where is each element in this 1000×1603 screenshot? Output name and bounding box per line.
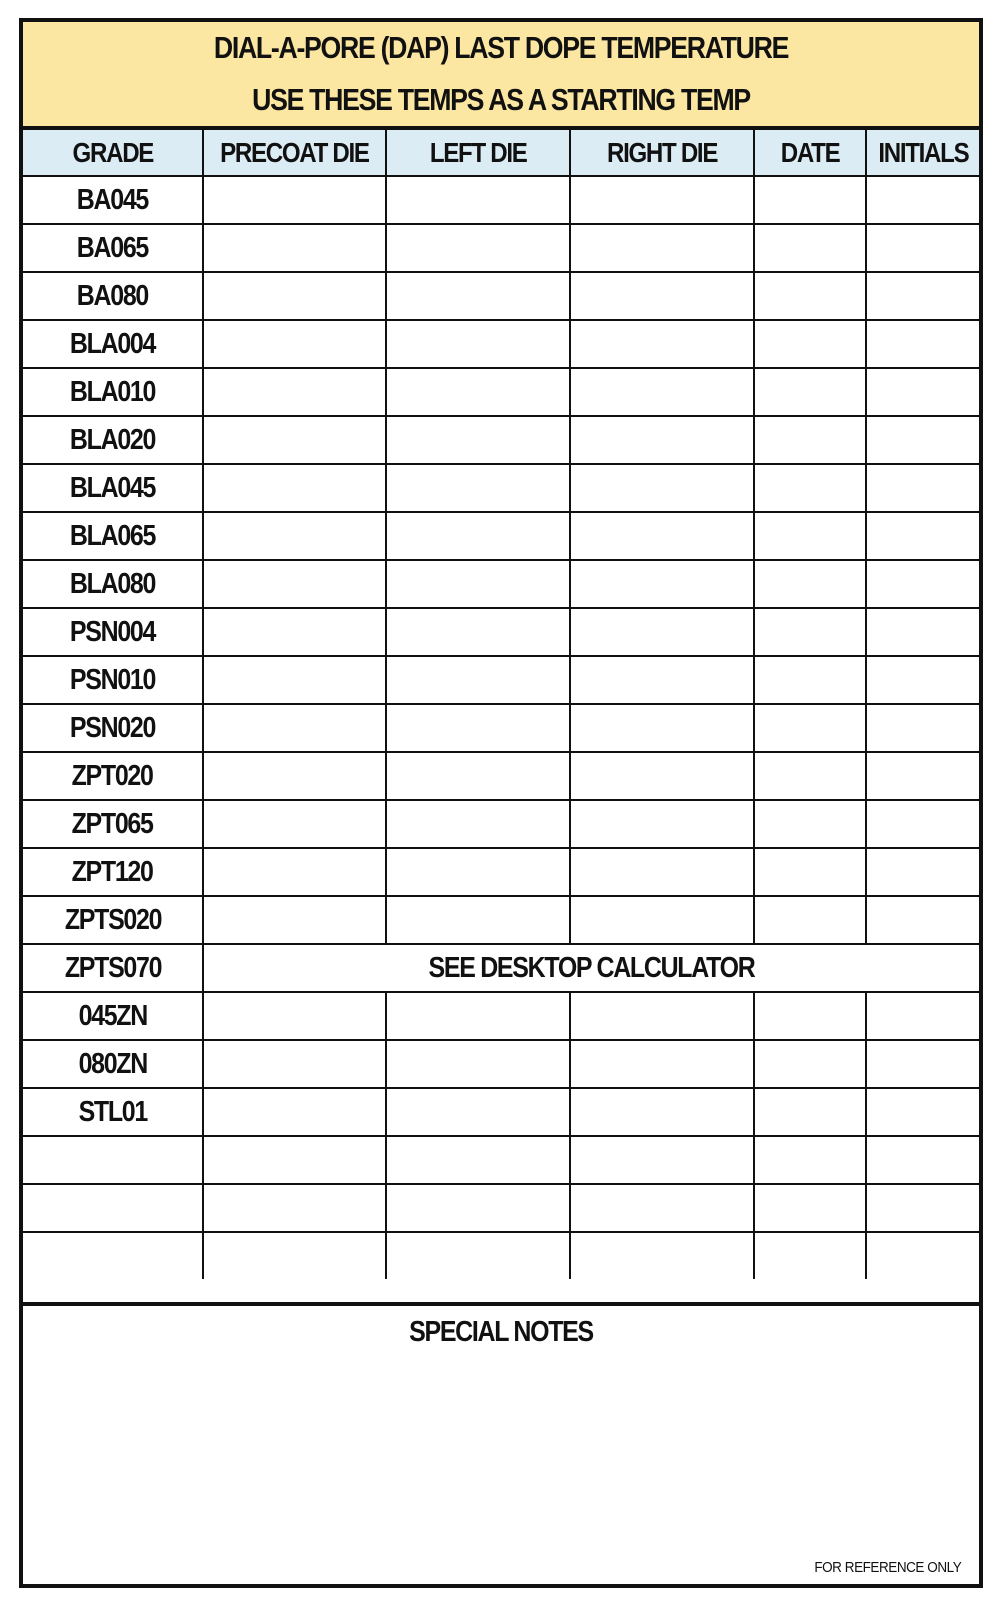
left-die-cell[interactable] bbox=[386, 560, 570, 608]
table-row bbox=[23, 416, 979, 464]
table-row bbox=[23, 512, 979, 560]
initials-cell[interactable] bbox=[866, 464, 979, 512]
grade-cell: ZPT120 bbox=[23, 848, 203, 896]
precoat-die-cell[interactable] bbox=[203, 1232, 386, 1279]
initials-cell[interactable] bbox=[866, 1040, 979, 1088]
left-die-cell[interactable] bbox=[386, 1088, 570, 1136]
right-die-cell[interactable] bbox=[570, 896, 754, 944]
precoat-die-cell[interactable] bbox=[203, 608, 386, 656]
grade-cell: BA045 bbox=[23, 176, 203, 224]
table-row bbox=[23, 272, 979, 320]
left-die-cell[interactable] bbox=[386, 656, 570, 704]
right-die-cell[interactable] bbox=[570, 800, 754, 848]
initials-cell[interactable] bbox=[866, 560, 979, 608]
initials-cell[interactable] bbox=[866, 224, 979, 272]
left-die-cell[interactable] bbox=[386, 368, 570, 416]
table-row bbox=[23, 176, 979, 224]
precoat-die-cell[interactable] bbox=[203, 464, 386, 512]
table-row bbox=[23, 704, 979, 752]
table-row bbox=[23, 1184, 979, 1232]
left-die-cell[interactable] bbox=[386, 800, 570, 848]
left-die-cell[interactable] bbox=[386, 1040, 570, 1088]
right-die-cell[interactable] bbox=[570, 1088, 754, 1136]
left-die-cell[interactable] bbox=[386, 1184, 570, 1232]
right-die-cell[interactable] bbox=[570, 368, 754, 416]
grade-cell: BLA065 bbox=[23, 512, 203, 560]
left-die-cell[interactable] bbox=[386, 896, 570, 944]
left-die-cell[interactable] bbox=[386, 272, 570, 320]
temperature-table bbox=[23, 130, 979, 1279]
precoat-die-cell[interactable] bbox=[203, 416, 386, 464]
right-die-cell[interactable] bbox=[570, 176, 754, 224]
grade-cell: ZPT020 bbox=[23, 752, 203, 800]
left-die-cell[interactable] bbox=[386, 464, 570, 512]
grade-cell: BA065 bbox=[23, 224, 203, 272]
initials-cell[interactable] bbox=[866, 656, 979, 704]
initials-cell[interactable] bbox=[866, 800, 979, 848]
grade-cell: ZPTS070 bbox=[23, 944, 203, 992]
left-die-cell[interactable] bbox=[386, 704, 570, 752]
initials-cell[interactable] bbox=[866, 848, 979, 896]
left-die-cell[interactable] bbox=[386, 224, 570, 272]
sheet-subtitle: USE THESE TEMPS AS A STARTING TEMP bbox=[252, 82, 750, 117]
grade-cell: PSN010 bbox=[23, 656, 203, 704]
grade-cell: BLA045 bbox=[23, 464, 203, 512]
initials-cell[interactable] bbox=[866, 320, 979, 368]
initials-cell[interactable] bbox=[866, 272, 979, 320]
initials-cell[interactable] bbox=[866, 752, 979, 800]
date-cell[interactable] bbox=[754, 368, 866, 416]
grade-cell bbox=[23, 1184, 203, 1232]
precoat-die-cell[interactable] bbox=[203, 272, 386, 320]
right-die-cell[interactable] bbox=[570, 560, 754, 608]
precoat-die-cell[interactable] bbox=[203, 560, 386, 608]
merged-note-cell: SEE DESKTOP CALCULATOR bbox=[203, 944, 979, 992]
table-row bbox=[23, 320, 979, 368]
left-die-cell[interactable] bbox=[386, 320, 570, 368]
right-die-cell[interactable] bbox=[570, 704, 754, 752]
initials-cell[interactable] bbox=[866, 368, 979, 416]
right-die-cell[interactable] bbox=[570, 224, 754, 272]
date-cell[interactable] bbox=[754, 608, 866, 656]
right-die-cell[interactable] bbox=[570, 1232, 754, 1279]
left-die-cell[interactable] bbox=[386, 992, 570, 1040]
precoat-die-cell[interactable] bbox=[203, 896, 386, 944]
grade-cell bbox=[23, 1232, 203, 1279]
initials-cell[interactable] bbox=[866, 992, 979, 1040]
column-header-right-die: RIGHT DIE bbox=[570, 130, 754, 176]
date-cell[interactable] bbox=[754, 560, 866, 608]
table-row bbox=[23, 464, 979, 512]
table-row bbox=[23, 848, 979, 896]
right-die-cell[interactable] bbox=[570, 416, 754, 464]
sheet-title: DIAL-A-PORE (DAP) LAST DOPE TEMPERATURE bbox=[213, 30, 789, 65]
right-die-cell[interactable] bbox=[570, 1184, 754, 1232]
grade-cell: BLA020 bbox=[23, 416, 203, 464]
grade-cell: PSN020 bbox=[23, 704, 203, 752]
left-die-cell[interactable] bbox=[386, 848, 570, 896]
precoat-die-cell[interactable] bbox=[203, 752, 386, 800]
date-cell[interactable] bbox=[754, 176, 866, 224]
table-row bbox=[23, 368, 979, 416]
right-die-cell[interactable] bbox=[570, 656, 754, 704]
precoat-die-cell[interactable] bbox=[203, 1088, 386, 1136]
column-header-left-die: LEFT DIE bbox=[386, 130, 570, 176]
precoat-die-cell[interactable] bbox=[203, 848, 386, 896]
left-die-cell[interactable] bbox=[386, 176, 570, 224]
date-cell[interactable] bbox=[754, 1232, 866, 1279]
special-notes-title: SPECIAL NOTES bbox=[409, 1316, 593, 1348]
right-die-cell[interactable] bbox=[570, 464, 754, 512]
initials-cell[interactable] bbox=[866, 704, 979, 752]
column-header-date: DATE bbox=[754, 130, 866, 176]
precoat-die-cell[interactable] bbox=[203, 704, 386, 752]
right-die-cell[interactable] bbox=[570, 848, 754, 896]
initials-cell[interactable] bbox=[866, 176, 979, 224]
precoat-die-cell[interactable] bbox=[203, 800, 386, 848]
right-die-cell[interactable] bbox=[570, 1040, 754, 1088]
initials-cell[interactable] bbox=[866, 416, 979, 464]
title-block bbox=[23, 22, 979, 130]
right-die-cell[interactable] bbox=[570, 512, 754, 560]
precoat-die-cell[interactable] bbox=[203, 656, 386, 704]
initials-cell[interactable] bbox=[866, 1184, 979, 1232]
precoat-die-cell[interactable] bbox=[203, 512, 386, 560]
date-cell[interactable] bbox=[754, 320, 866, 368]
reference-footer: FOR REFERENCE ONLY bbox=[814, 1559, 961, 1576]
table-row bbox=[23, 560, 979, 608]
temperature-log-sheet bbox=[19, 18, 983, 1588]
precoat-die-cell[interactable] bbox=[203, 1184, 386, 1232]
left-die-cell[interactable] bbox=[386, 1232, 570, 1279]
left-die-cell[interactable] bbox=[386, 512, 570, 560]
table-row bbox=[23, 1232, 979, 1279]
date-cell[interactable] bbox=[754, 704, 866, 752]
column-header-initials: INITIALS bbox=[866, 130, 979, 176]
date-cell[interactable] bbox=[754, 896, 866, 944]
grade-cell: ZPTS020 bbox=[23, 896, 203, 944]
date-cell[interactable] bbox=[754, 464, 866, 512]
right-die-cell[interactable] bbox=[570, 272, 754, 320]
grade-cell: BA080 bbox=[23, 272, 203, 320]
table-row bbox=[23, 800, 979, 848]
table-row bbox=[23, 656, 979, 704]
date-cell[interactable] bbox=[754, 656, 866, 704]
grade-cell: STL01 bbox=[23, 1088, 203, 1136]
right-die-cell[interactable] bbox=[570, 752, 754, 800]
date-cell[interactable] bbox=[754, 992, 866, 1040]
table-row bbox=[23, 992, 979, 1040]
date-cell[interactable] bbox=[754, 1088, 866, 1136]
left-die-cell[interactable] bbox=[386, 608, 570, 656]
left-die-cell[interactable] bbox=[386, 1136, 570, 1184]
date-cell[interactable] bbox=[754, 848, 866, 896]
table-row bbox=[23, 1088, 979, 1136]
table-row bbox=[23, 896, 979, 944]
table-row bbox=[23, 608, 979, 656]
header-row bbox=[23, 130, 979, 176]
right-die-cell[interactable] bbox=[570, 1136, 754, 1184]
date-cell[interactable] bbox=[754, 1184, 866, 1232]
right-die-cell[interactable] bbox=[570, 608, 754, 656]
date-cell[interactable] bbox=[754, 800, 866, 848]
grade-cell: PSN004 bbox=[23, 608, 203, 656]
right-die-cell[interactable] bbox=[570, 320, 754, 368]
grade-cell: ZPT065 bbox=[23, 800, 203, 848]
initials-cell[interactable] bbox=[866, 1088, 979, 1136]
precoat-die-cell[interactable] bbox=[203, 992, 386, 1040]
left-die-cell[interactable] bbox=[386, 752, 570, 800]
initials-cell[interactable] bbox=[866, 1136, 979, 1184]
table-row bbox=[23, 752, 979, 800]
grade-cell: 045ZN bbox=[23, 992, 203, 1040]
initials-cell[interactable] bbox=[866, 896, 979, 944]
precoat-die-cell[interactable] bbox=[203, 224, 386, 272]
grade-cell: BLA080 bbox=[23, 560, 203, 608]
precoat-die-cell[interactable] bbox=[203, 176, 386, 224]
grade-cell: BLA010 bbox=[23, 368, 203, 416]
date-cell[interactable] bbox=[754, 752, 866, 800]
column-header-grade: GRADE bbox=[23, 130, 203, 176]
table-row bbox=[23, 1136, 979, 1184]
grade-cell: 080ZN bbox=[23, 1040, 203, 1088]
right-die-cell[interactable] bbox=[570, 992, 754, 1040]
date-cell[interactable] bbox=[754, 1040, 866, 1088]
precoat-die-cell[interactable] bbox=[203, 1040, 386, 1088]
precoat-die-cell[interactable] bbox=[203, 1136, 386, 1184]
date-cell[interactable] bbox=[754, 1136, 866, 1184]
column-header-precoat-die: PRECOAT DIE bbox=[203, 130, 386, 176]
initials-cell[interactable] bbox=[866, 608, 979, 656]
special-notes-section bbox=[23, 1302, 979, 1584]
precoat-die-cell[interactable] bbox=[203, 320, 386, 368]
initials-cell[interactable] bbox=[866, 1232, 979, 1279]
precoat-die-cell[interactable] bbox=[203, 368, 386, 416]
date-cell[interactable] bbox=[754, 272, 866, 320]
table-row bbox=[23, 224, 979, 272]
date-cell[interactable] bbox=[754, 512, 866, 560]
date-cell[interactable] bbox=[754, 416, 866, 464]
left-die-cell[interactable] bbox=[386, 416, 570, 464]
grade-cell bbox=[23, 1136, 203, 1184]
grade-cell: BLA004 bbox=[23, 320, 203, 368]
date-cell[interactable] bbox=[754, 224, 866, 272]
table-row bbox=[23, 944, 979, 992]
initials-cell[interactable] bbox=[866, 512, 979, 560]
table-row bbox=[23, 1040, 979, 1088]
